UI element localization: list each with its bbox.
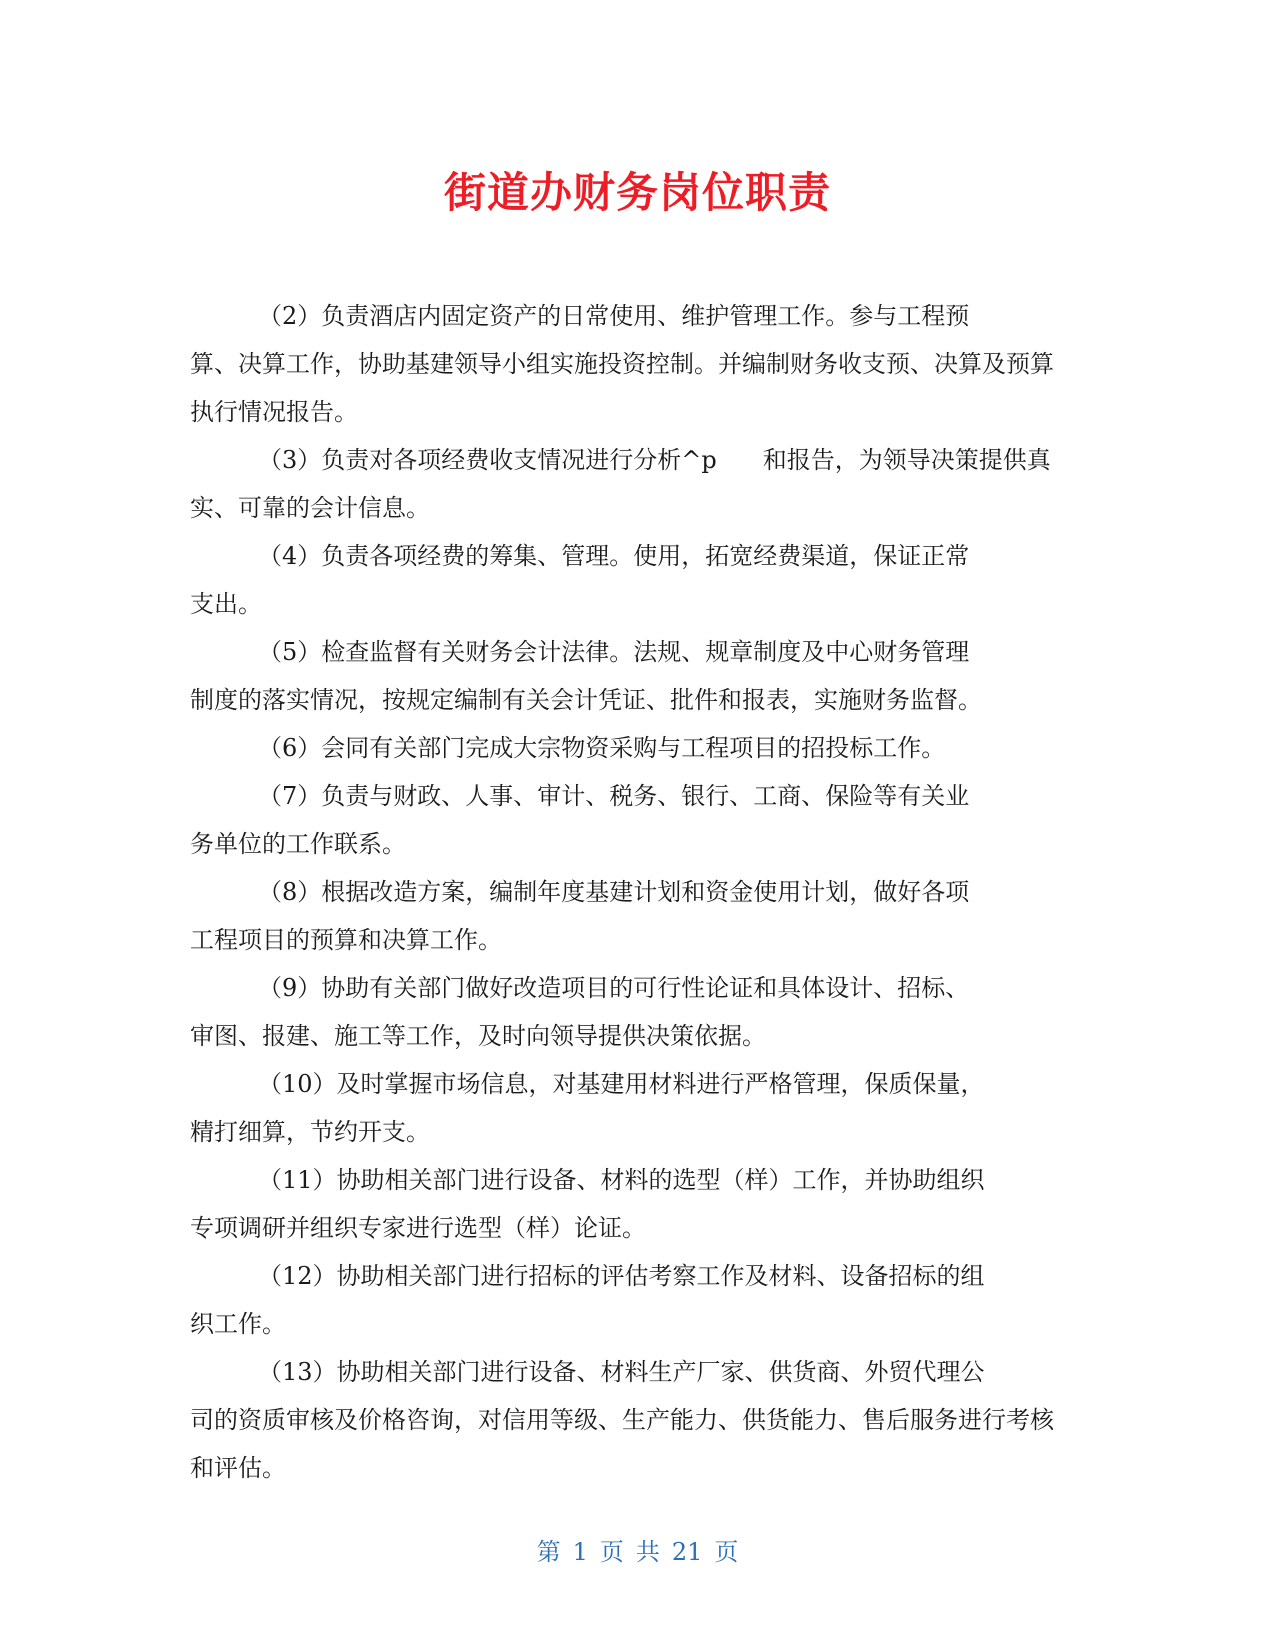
paragraph-line-segment: 和报告，为领导决策提供真	[762, 446, 1051, 474]
paragraph-line: （8）根据改造方案，编制年度基建计划和资金使用计划，做好各项	[258, 878, 970, 906]
paragraph-7	[190, 772, 1090, 868]
paragraph-9	[190, 964, 1090, 1060]
footer-label: 共	[635, 1538, 660, 1566]
paragraph-line: 务单位的工作联系。	[190, 830, 406, 858]
paragraph-line: （13）协助相关部门进行设备、材料生产厂家、供货商、外贸代理公	[258, 1358, 985, 1386]
paragraph-line	[190, 436, 1090, 484]
paragraph-12	[190, 1252, 1090, 1348]
paragraph-line: （11）协助相关部门进行设备、材料的选型（样）工作，并协助组织	[258, 1166, 985, 1194]
footer-label: 页	[714, 1538, 739, 1566]
paragraph-line: 审图、报建、施工等工作，及时向领导提供决策依据。	[190, 1022, 766, 1050]
footer-label: 第	[536, 1538, 561, 1566]
paragraph-line: 实、可靠的会计信息。	[190, 494, 430, 522]
paragraph-line: 专项调研并组织专家进行选型（样）论证。	[190, 1214, 646, 1242]
paragraph-line: （2）负责酒店内固定资产的日常使用、维护管理工作。参与工程预	[258, 302, 970, 330]
paragraph-line: 执行情况报告。	[190, 398, 358, 426]
paragraph-line: 织工作。	[190, 1310, 286, 1338]
paragraph-5	[190, 628, 1090, 724]
paragraph-11	[190, 1156, 1090, 1252]
paragraph-line: （4）负责各项经费的筹集、管理。使用，拓宽经费渠道，保证正常	[258, 542, 970, 570]
page-number: 1	[572, 1538, 588, 1566]
paragraph-4	[190, 532, 1090, 628]
document-body	[190, 292, 1090, 1492]
total-pages: 21	[671, 1538, 703, 1566]
paragraph-line: （6）会同有关部门完成大宗物资采购与工程项目的招投标工作。	[258, 734, 946, 762]
paragraph-line-segment: （3）负责对各项经费收支情况进行分析^p	[258, 446, 717, 474]
paragraph-line: 和评估。	[190, 1454, 286, 1482]
paragraph-line: 司的资质审核及价格咨询，对信用等级、生产能力、供货能力、售后服务进行考核	[190, 1406, 1054, 1434]
footer-label: 页	[599, 1538, 624, 1566]
paragraph-line: （5）检查监督有关财务会计法律。法规、规章制度及中心财务管理	[258, 638, 970, 666]
paragraph-line: 精打细算，节约开支。	[190, 1118, 430, 1146]
document-title: 街道办财务岗位职责	[443, 168, 831, 217]
paragraph-8	[190, 868, 1090, 964]
paragraph-line: 支出。	[190, 590, 262, 618]
paragraph-line: 算、决算工作，协助基建领导小组实施投资控制。并编制财务收支预、决算及预算	[190, 350, 1054, 378]
paragraph-2	[190, 292, 1090, 436]
paragraph-line: （9）协助有关部门做好改造项目的可行性论证和具体设计、招标、	[258, 974, 970, 1002]
page-footer	[0, 1532, 1275, 1567]
paragraph-6	[190, 724, 1090, 772]
paragraph-13	[190, 1348, 1090, 1492]
paragraph-10	[190, 1060, 1090, 1156]
paragraph-line: 制度的落实情况，按规定编制有关会计凭证、批件和报表，实施财务监督。	[190, 686, 982, 714]
paragraph-line: （10）及时掌握市场信息，对基建用材料进行严格管理，保质保量，	[258, 1070, 985, 1098]
paragraph-line: （7）负责与财政、人事、审计、税务、银行、工商、保险等有关业	[258, 782, 970, 810]
paragraph-3	[190, 436, 1090, 532]
paragraph-line: 工程项目的预算和决算工作。	[190, 926, 502, 954]
paragraph-line: （12）协助相关部门进行招标的评估考察工作及材料、设备招标的组	[258, 1262, 985, 1290]
